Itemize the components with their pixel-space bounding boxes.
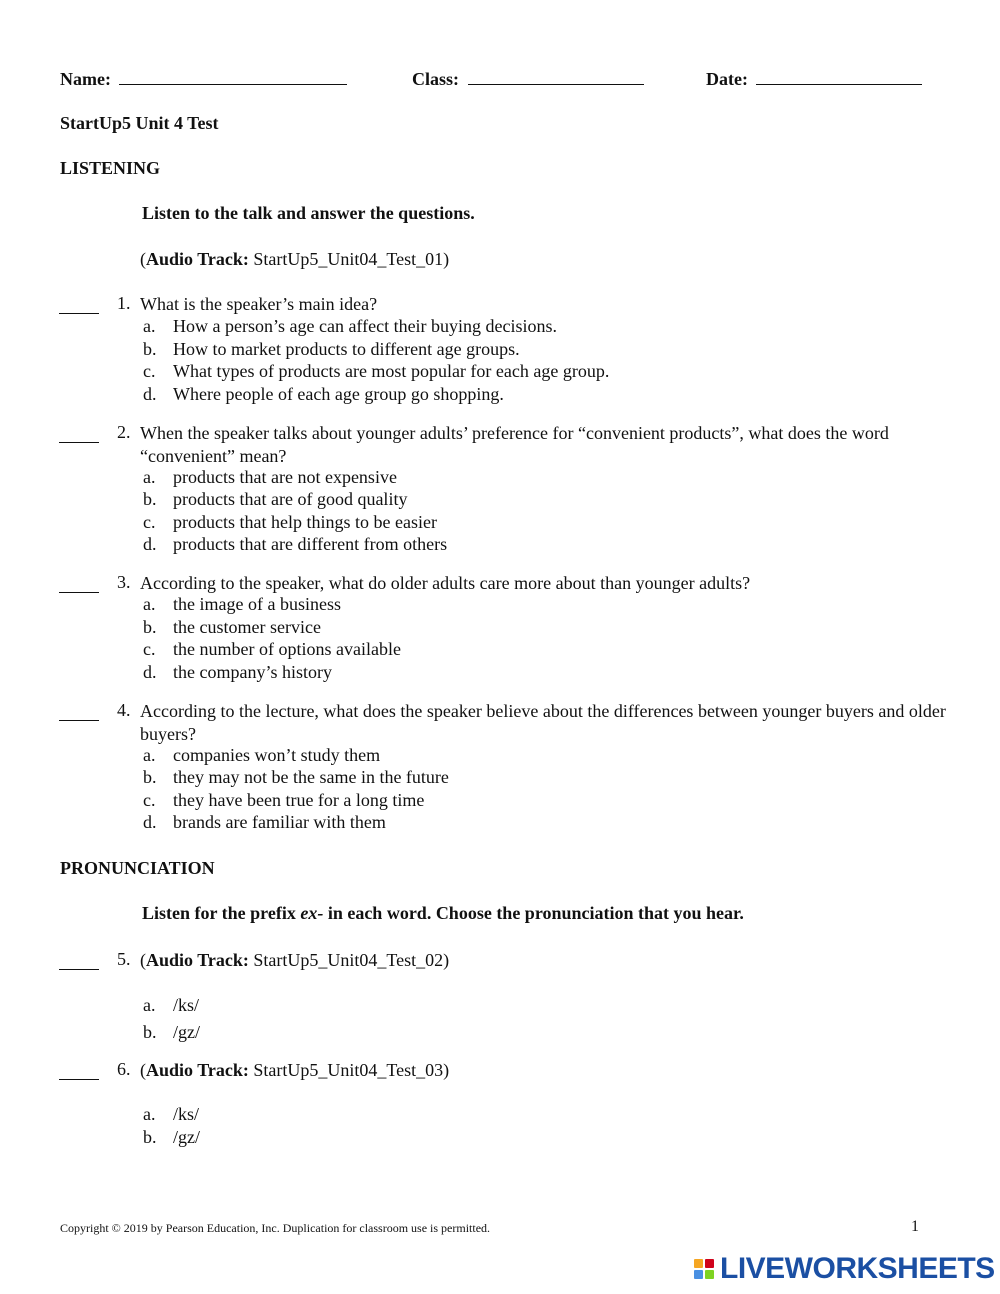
option-letter: b. [143,1127,157,1147]
answer-blank-3[interactable] [59,578,99,593]
option-letter: a. [143,594,156,614]
answer-blank-6[interactable] [59,1065,99,1080]
audio-track-label: Audio Track: [146,249,249,269]
option-text: the image of a business [173,594,341,614]
instruction-emphasis: ex- [300,903,324,923]
option-letter: d. [143,662,157,682]
liveworksheets-logo-icon [694,1259,714,1279]
option-letter: d. [143,534,157,554]
question-text: According to the lecture, what does the speaker believe about the differences between younger buyers and older buyers? [140,701,946,744]
pronunciation-heading: PRONUNCIATION [60,858,215,878]
audio-track-file: StartUp5_Unit04_Test_02) [248,950,450,970]
option-letter: a. [143,745,156,765]
option-letter: c. [143,639,156,659]
option-text: brands are familiar with them [173,812,386,832]
question-text: What is the speaker’s main idea? [140,294,378,314]
instruction-prefix: Listen for the prefix [142,903,301,923]
answer-blank-1[interactable] [59,299,99,314]
date-label: Date: [706,69,748,89]
answer-blank-4[interactable] [59,706,99,721]
class-field [412,68,644,90]
copyright-notice: Copyright © 2019 by Pearson Education, Inc. Duplication for classroom use is permitted. [60,1221,491,1235]
option-letter: d. [143,384,157,404]
date-input-line[interactable] [756,68,922,85]
option-text: What types of products are most popular for each age group. [173,361,610,381]
option-letter: c. [143,790,156,810]
class-input-line[interactable] [468,68,644,85]
option-text: products that help things to be easier [173,512,437,532]
audio-track-label: Audio Track: [146,1060,249,1080]
option-text: products that are different from others [173,534,448,554]
name-input-line[interactable] [119,68,347,85]
listening-instruction: Listen to the talk and answer the questions. [142,203,475,223]
option-letter: c. [143,361,156,381]
option-letter: b. [143,1022,157,1042]
option-text: the customer service [173,617,321,637]
date-field [706,68,922,90]
audio-track-file: StartUp5_Unit04_Test_03) [248,1060,450,1080]
answer-blank-2[interactable] [59,428,99,443]
logo-text: LIVEWORKSHEETS [720,1252,995,1285]
audio-track-line [140,949,950,972]
option-text: /gz/ [173,1022,200,1042]
option-text: the number of options available [173,639,401,659]
audio-open-paren: ( [140,1060,146,1080]
option-letter: a. [143,995,156,1015]
option-text: they may not be the same in the future [173,767,449,787]
answer-blank-5[interactable] [59,955,99,970]
audio-open-paren: ( [140,249,146,269]
question-number: 2. [117,422,131,442]
liveworksheets-logo[interactable] [694,1252,995,1286]
option-letter: a. [143,1104,156,1124]
instruction-suffix: in each word. Choose the pronunciation that you hear. [323,903,744,923]
class-label: Class: [412,69,460,89]
page-number: 1 [911,1218,919,1235]
test-title: StartUp5 Unit 4 Test [60,113,219,133]
option-text: How to market products to different age groups. [173,339,520,359]
listening-audio-track [140,248,449,270]
option-text: Where people of each age group go shopping. [173,384,504,404]
option-letter: c. [143,512,156,532]
option-letter: b. [143,489,157,509]
question-number: 6. [117,1059,131,1079]
option-letter: a. [143,316,156,336]
name-label: Name: [60,69,111,89]
pronunciation-instruction [142,903,744,924]
option-letter: d. [143,812,157,832]
option-letter: b. [143,767,157,787]
question-number: 1. [117,293,131,313]
option-text: companies won’t study them [173,745,381,765]
option-text: products that are of good quality [173,489,408,509]
audio-track-file: StartUp5_Unit04_Test_01) [248,249,450,269]
audio-track-label: Audio Track: [146,950,249,970]
listening-heading: LISTENING [60,158,161,178]
option-text: they have been true for a long time [173,790,425,810]
name-field [60,68,347,90]
option-text: the company’s history [173,662,332,682]
audio-open-paren: ( [140,950,146,970]
option-letter: b. [143,617,157,637]
option-text: /gz/ [173,1127,200,1147]
question-number: 4. [117,700,131,720]
question-number: 5. [117,949,131,969]
option-text: /ks/ [173,995,200,1015]
question-text: According to the speaker, what do older adults care more about than younger adults? [140,573,751,593]
option-letter: a. [143,467,156,487]
question-number: 3. [117,572,131,592]
question-text: When the speaker talks about younger adults’ preference for “convenient products”, what does the word “convenient” mean? [140,423,889,466]
option-text: How a person’s age can affect their buying decisions. [173,316,558,336]
option-text: products that are not expensive [173,467,397,487]
option-text: /ks/ [173,1104,200,1124]
audio-track-line [140,1059,950,1082]
option-letter: b. [143,339,157,359]
